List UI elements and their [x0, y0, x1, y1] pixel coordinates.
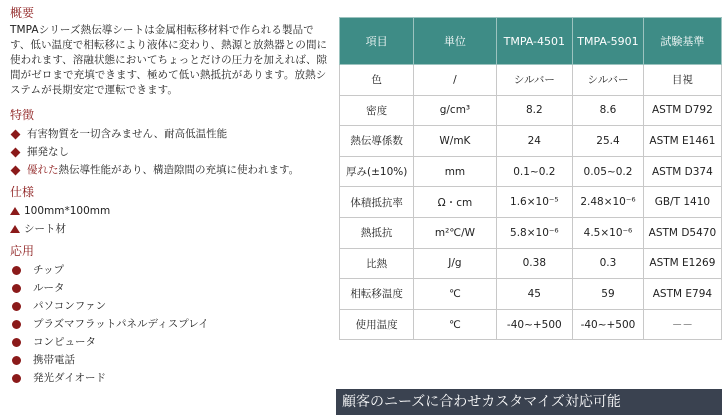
spec-list	[10, 202, 332, 238]
table-cell: ASTM E1269	[643, 248, 721, 279]
spec-title: 仕様	[10, 185, 35, 199]
triangle-bullet-icon	[10, 225, 20, 233]
triangle-bullet-icon	[10, 207, 20, 215]
list-item: プラズマフラットパネルディスプレイ	[10, 315, 332, 333]
table-cell: mm	[414, 156, 496, 187]
table-cell: ASTM E794	[643, 279, 721, 310]
table-cell: m²℃/W	[414, 217, 496, 248]
table-row	[340, 126, 722, 157]
table-cell: 比熱	[340, 248, 414, 279]
features-list	[10, 125, 332, 179]
table-cell: ASTM D5470	[643, 217, 721, 248]
table-row	[340, 248, 722, 279]
table-header-row	[340, 18, 722, 65]
list-item: ルータ	[10, 279, 332, 297]
list-item: 携帯電話	[10, 351, 332, 369]
table-row	[340, 187, 722, 218]
applications-list	[10, 261, 332, 387]
circle-bullet-icon	[12, 284, 21, 293]
col-header-standard: 試験基準	[643, 18, 721, 65]
table-cell: 24	[496, 126, 573, 157]
table-cell: 熱伝導係数	[340, 126, 414, 157]
col-header-unit: 単位	[414, 18, 496, 65]
product-info	[10, 2, 332, 387]
table-cell: /	[414, 65, 496, 96]
table-cell: 熱抵抗	[340, 217, 414, 248]
table-row	[340, 217, 722, 248]
table-cell: －－	[643, 309, 721, 340]
table-cell: 0.1~0.2	[496, 156, 573, 187]
table-cell: 8.6	[573, 95, 644, 126]
col-header-item: 項目	[340, 18, 414, 65]
list-item: パソコンファン	[10, 297, 332, 315]
overview-title: 概要	[10, 6, 35, 20]
table-cell: 相転移温度	[340, 279, 414, 310]
table-cell: ASTM D792	[643, 95, 721, 126]
circle-bullet-icon	[12, 356, 21, 365]
circle-bullet-icon	[12, 338, 21, 347]
table-row	[340, 279, 722, 310]
table-cell: 5.8×10⁻⁶	[496, 217, 573, 248]
table-cell: ASTM E1461	[643, 126, 721, 157]
table-cell: シルバー	[496, 65, 573, 96]
list-item: 100mm*100mm	[10, 202, 332, 220]
table-row	[340, 309, 722, 340]
features-title: 特徴	[10, 108, 35, 122]
table-cell: g/cm³	[414, 95, 496, 126]
circle-bullet-icon	[12, 302, 21, 311]
table-cell: 25.4	[573, 126, 644, 157]
table-row	[340, 156, 722, 187]
table-cell: -40~+500	[573, 309, 644, 340]
diamond-bullet-icon	[11, 129, 21, 139]
circle-bullet-icon	[12, 266, 21, 275]
table-cell: 2.48×10⁻⁶	[573, 187, 644, 218]
table-row	[340, 95, 722, 126]
circle-bullet-icon	[12, 374, 21, 383]
table-cell: 1.6×10⁻⁵	[496, 187, 573, 218]
list-item: チップ	[10, 261, 332, 279]
table-cell: ASTM D374	[643, 156, 721, 187]
table-cell: 厚み(±10%)	[340, 156, 414, 187]
overview-text: TMPAシリーズ熱伝導シートは金属相転移材料で作られる製品です、低い温度で相転移により液体に変わり、熱源と放熱器との間に使われます、溶融状態においてちょっとだけの圧力を加えれば、隙間がゼロまで充填できます、極めて低い熱抵抗があります。放熱システムが長期安定で運転できます。	[10, 24, 328, 96]
table-cell: 0.3	[573, 248, 644, 279]
table-cell: 目視	[643, 65, 721, 96]
diamond-bullet-icon	[11, 147, 21, 157]
list-item: 揮発なし	[10, 143, 332, 161]
diamond-bullet-icon	[11, 165, 21, 175]
table-cell: Ω・cm	[414, 187, 496, 218]
col-header-tmpa5901: TMPA-5901	[573, 18, 644, 65]
spec-table	[339, 17, 722, 340]
table-cell: シルバー	[573, 65, 644, 96]
circle-bullet-icon	[12, 320, 21, 329]
table-cell: 体積抵抗率	[340, 187, 414, 218]
list-item: 発光ダイオード	[10, 369, 332, 387]
table-row	[340, 65, 722, 96]
col-header-tmpa4501: TMPA-4501	[496, 18, 573, 65]
table-cell: 8.2	[496, 95, 573, 126]
table-cell: 使用温度	[340, 309, 414, 340]
list-item: シート材	[10, 220, 332, 238]
list-item: 有害物質を一切含みません、耐高低温性能	[10, 125, 332, 143]
table-cell: 59	[573, 279, 644, 310]
applications-title: 応用	[10, 244, 35, 258]
table-cell: J/g	[414, 248, 496, 279]
table-cell: ℃	[414, 279, 496, 310]
customization-banner: 顧客のニーズに合わせカスタマイズ対応可能	[336, 389, 722, 415]
table-cell: W/mK	[414, 126, 496, 157]
table-cell: 色	[340, 65, 414, 96]
list-item: 優れた 熱伝導性能があり、構造隙間の充填に使われます。	[10, 161, 332, 179]
table-cell: ℃	[414, 309, 496, 340]
table-cell: 4.5×10⁻⁶	[573, 217, 644, 248]
table-cell: 45	[496, 279, 573, 310]
table-cell: -40~+500	[496, 309, 573, 340]
table-cell: 0.38	[496, 248, 573, 279]
table-cell: 密度	[340, 95, 414, 126]
table-cell: 0.05~0.2	[573, 156, 644, 187]
list-item: コンピュータ	[10, 333, 332, 351]
table-cell: GB/T 1410	[643, 187, 721, 218]
